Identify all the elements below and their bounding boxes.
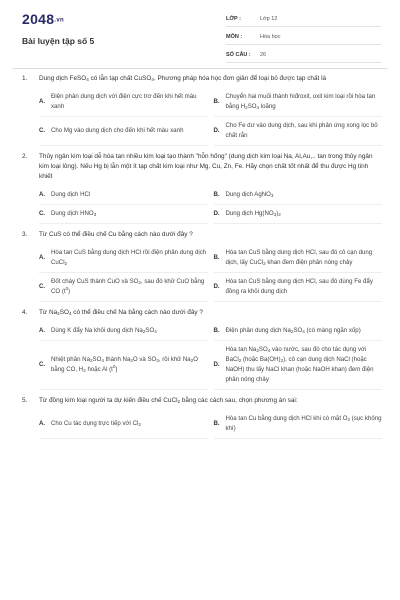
answer-option[interactable] bbox=[39, 205, 208, 224]
question-text: Từ CuS có thể điều chế Cu bằng cách nào dưới đây ? bbox=[39, 231, 193, 238]
option-letter: C. bbox=[39, 127, 46, 134]
option-text: Nhiệt phân $Na_2SO_4$ thành $Na_2O$ và $SO_3$, rồi khử $Na_2O$ bằng CO, $H_2$ hoặc Al $(t^0)$ bbox=[51, 356, 199, 373]
answer-option[interactable] bbox=[39, 117, 208, 146]
meta-info bbox=[226, 12, 381, 66]
answer-options bbox=[22, 244, 382, 302]
meta-key: MÔN : bbox=[226, 34, 243, 40]
option-letter: D. bbox=[213, 361, 220, 368]
question-number: 3. bbox=[22, 231, 28, 238]
option-text: Chuyển hai muối thành hiđroxit, oxit kim loại rồi hòa tan bằng $H_2SO_4$ loãng bbox=[225, 93, 376, 110]
question-number: 4. bbox=[22, 309, 28, 316]
option-letter: B. bbox=[213, 254, 220, 261]
question-stem bbox=[22, 74, 382, 84]
question-item bbox=[0, 230, 400, 302]
option-text: Hòa tan CuS bằng dung dịch HCl, sau đó cô cạn dung dịch, lấy CuCl$_2$ khan đem điện phân nóng chảy bbox=[225, 249, 373, 266]
option-text: Điện phân dung dịch $Na_2SO_4$ (có màng ngăn xốp) bbox=[225, 327, 361, 334]
option-text: Hòa tan CuS bằng dung dịch HCl rồi điện phân dung dịch CuCl$_2$ bbox=[51, 249, 207, 266]
option-letter: A. bbox=[39, 420, 46, 427]
question-text: Từ đồng kim loại người ta dự kiến điều chế CuCl$_2$ bằng các cách sau, chọn phương án sai: bbox=[39, 397, 298, 404]
question-text: Dung dịch FeSO$_4$ có lẫn tạp chất CuSO$_4$. Phương pháp hóa học đơn giản để loại bỏ được tạp chất là bbox=[39, 75, 327, 82]
answer-option[interactable] bbox=[39, 410, 208, 439]
option-letter: D. bbox=[213, 127, 220, 134]
meta-value: Lớp 12 bbox=[260, 16, 278, 22]
question-item bbox=[0, 74, 400, 146]
option-letter: B. bbox=[213, 420, 220, 427]
answer-option[interactable] bbox=[214, 88, 383, 117]
option-letter: B. bbox=[213, 98, 220, 105]
option-text: Dùng K đẩy Na khỏi dung dịch $Na_2SO_4$ bbox=[51, 327, 157, 334]
option-letter: C. bbox=[39, 361, 46, 368]
answer-option[interactable] bbox=[214, 273, 383, 302]
answer-option[interactable] bbox=[39, 186, 208, 205]
option-letter: A. bbox=[39, 191, 46, 198]
option-letter: B. bbox=[213, 327, 220, 334]
option-text: Dung dịch AgNO$_3$ bbox=[225, 191, 274, 198]
question-text: Thủy ngân kim loại dễ hòa tan nhiều kim loại tạo thành "hỗn hống" (dung dịch kim loại Na, Al,Au,.. tan trong thủy ngân kim loại lỏng). Nếu Hg bị lẫn một ít tạp chất kim loại như Mg, Cu, Zn, Fe. Hãy chọn chất tốt nhất để thu được Hg tinh khiết bbox=[39, 153, 373, 180]
option-text: Điện phân dung dịch với điện cực trơ đến khi hết màu xanh bbox=[51, 93, 197, 110]
option-letter: A. bbox=[39, 254, 46, 261]
logo-suffix: .vn bbox=[54, 17, 64, 24]
answer-option[interactable] bbox=[39, 341, 208, 390]
worksheet-title: Bài luyện tập số 5 bbox=[22, 36, 95, 46]
option-text: Hòa tan CuS bằng dung dịch HCl, sau đó dùng Fe đẩy đồng ra khỏi dung dịch bbox=[225, 278, 373, 295]
answer-option[interactable] bbox=[214, 117, 383, 146]
option-text: Cho Mg vào dung dịch cho đến khi hết màu xanh bbox=[51, 127, 184, 134]
meta-key: SỐ CÂU : bbox=[226, 52, 251, 58]
question-text: Từ $Na_2SO_4$ có thể điều chế Na bằng cách nào dưới đây ? bbox=[39, 309, 203, 316]
option-text: Cho Fe dư vào dung dịch, sau khi phản ứng xong lọc bỏ chất rắn bbox=[225, 122, 378, 139]
question-number: 5. bbox=[22, 397, 28, 404]
answer-option[interactable] bbox=[39, 88, 208, 117]
option-text: Đốt cháy CuS thành CuO và $SO_2$, sau đó khử CuO bằng CO $(t^0)$ bbox=[51, 278, 205, 295]
option-text: Hòa $\tan Na_2SO_4$ vào nước, sau đó cho tác dụng với BaCl$_2$ (hoặc $Ba(OH)_2$), cô cạn dung dịch NaCl (hoặc NaOH) thu lấy NaCl khan (hoặc NaOH khan) đem điện phân nóng chảy bbox=[225, 346, 374, 383]
option-letter: A. bbox=[39, 98, 46, 105]
option-text: Dung dịch $HNO_3$ bbox=[51, 210, 97, 217]
question-number: 2. bbox=[22, 153, 28, 160]
answer-option[interactable] bbox=[214, 410, 383, 439]
meta-value: Hóa học bbox=[260, 34, 281, 40]
answer-option[interactable] bbox=[214, 205, 383, 224]
question-item bbox=[0, 152, 400, 224]
option-letter: A. bbox=[39, 327, 46, 334]
header-divider bbox=[12, 68, 388, 69]
option-text: Dung dịch HCl bbox=[51, 191, 91, 198]
question-item bbox=[0, 396, 400, 439]
worksheet-header bbox=[0, 0, 400, 64]
answer-option[interactable] bbox=[39, 322, 208, 341]
answer-option[interactable] bbox=[214, 322, 383, 341]
question-stem bbox=[22, 230, 382, 240]
answer-options bbox=[22, 410, 382, 439]
answer-options bbox=[22, 88, 382, 146]
meta-row bbox=[226, 30, 381, 45]
answer-option[interactable] bbox=[39, 273, 208, 302]
meta-key: LỚP : bbox=[226, 16, 241, 22]
meta-value: 26 bbox=[260, 52, 267, 58]
question-stem bbox=[22, 152, 382, 182]
meta-row bbox=[226, 12, 381, 27]
meta-row bbox=[226, 48, 381, 63]
option-text: Hòa tan Cu bằng dung dịch HCl khi có mặt $O_2$ (sục không khí) bbox=[225, 415, 382, 432]
option-letter: D. bbox=[213, 210, 220, 217]
answer-options bbox=[22, 322, 382, 390]
question-stem bbox=[22, 396, 382, 406]
question-item bbox=[0, 308, 400, 390]
question-stem bbox=[22, 308, 382, 318]
site-logo[interactable]: 2048.vn bbox=[22, 11, 64, 27]
answer-option[interactable] bbox=[39, 244, 208, 273]
answer-option[interactable] bbox=[214, 244, 383, 273]
question-list bbox=[0, 74, 400, 445]
answer-options bbox=[22, 186, 382, 224]
option-letter: B. bbox=[213, 191, 220, 198]
option-letter: C. bbox=[39, 283, 46, 290]
answer-option[interactable] bbox=[214, 186, 383, 205]
question-number: 1. bbox=[22, 75, 28, 82]
answer-option[interactable] bbox=[214, 341, 383, 390]
option-text: Dung dịch $Hg(NO_3)_2$ bbox=[225, 210, 281, 217]
option-letter: C. bbox=[39, 210, 46, 217]
option-text: Cho Cu tác dụng trực tiếp với $Cl_2$ bbox=[51, 420, 141, 427]
option-letter: D. bbox=[213, 283, 220, 290]
